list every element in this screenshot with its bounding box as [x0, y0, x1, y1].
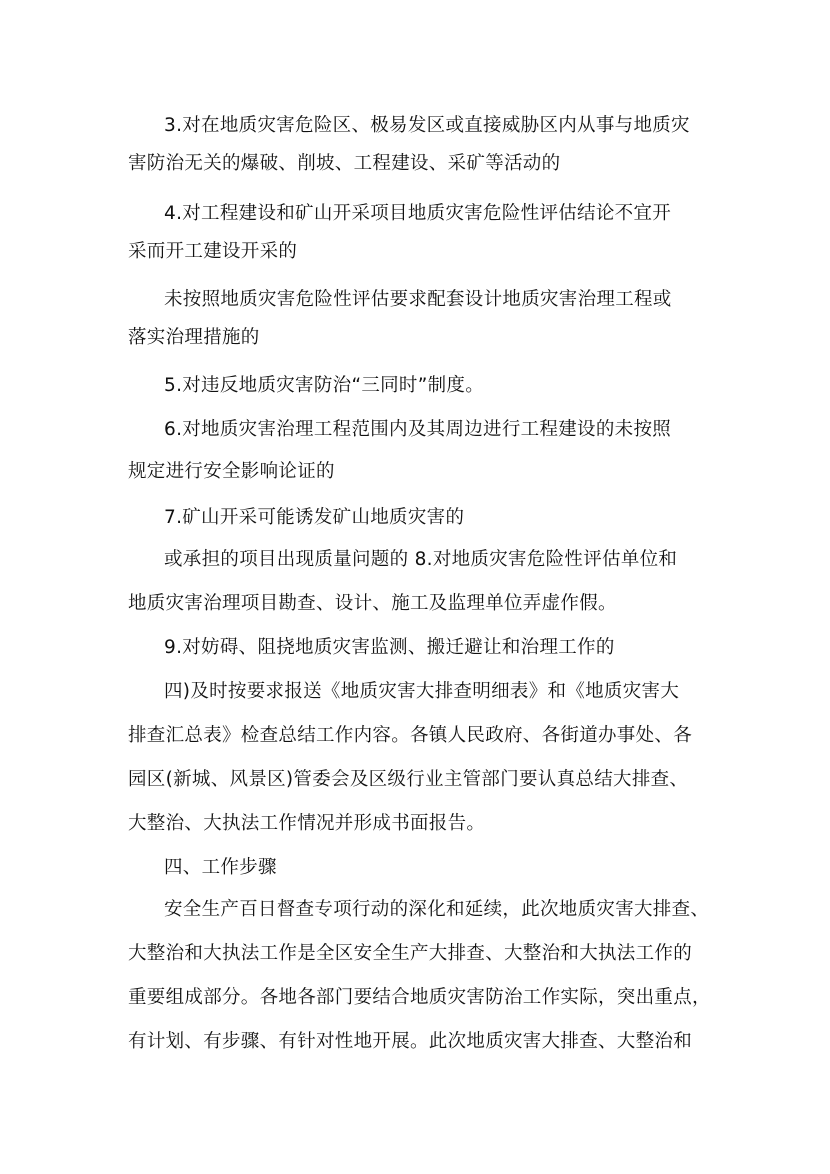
paragraph-line: 排查汇总表》检查总结工作内容。各镇人民政府、各街道办事处、各 [128, 725, 693, 746]
paragraph-line: 有计划、有步骤、有针对性地开展。此次地质灾害大排查、大整治和 [128, 1031, 693, 1052]
paragraph-line: 采而开工建设开采的 [128, 241, 298, 262]
paragraph-line: 规定进行安全影响论证的 [128, 461, 335, 482]
paragraph-line: 四)及时按要求报送《地质灾害大排查明细表》和《地质灾害大 [164, 681, 680, 702]
paragraph-line: 6.对地质灾害治理工程范围内及其周边进行工程建设的未按照 [164, 419, 672, 440]
paragraph-line: 未按照地质灾害危险性评估要求配套设计地质灾害治理工程或 [164, 289, 672, 310]
paragraph-line: 地质灾害治理项目勘查、设计、施工及监理单位弄虚作假。 [128, 593, 617, 614]
paragraph-line: 4.对工程建设和矿山开采项目地质灾害危险性评估结论不宜开 [164, 203, 672, 224]
paragraph-line: 安全生产百日督查专项行动的深化和延续，此次地质灾害大排查、 [164, 899, 710, 920]
paragraph-line: 重要组成部分。各地各部门要结合地质灾害防治工作实际，突出重点， [128, 987, 711, 1008]
paragraph-line: 大整治、大执法工作情况并形成书面报告。 [128, 813, 486, 834]
paragraph-line: 7.矿山开采可能诱发矿山地质灾害的 [164, 507, 465, 528]
paragraph-line: 落实治理措施的 [128, 327, 260, 348]
paragraph-line: 9.对妨碍、阻挠地质灾害监测、搬迁避让和治理工作的 [164, 637, 615, 658]
section-heading: 四、工作步骤 [164, 857, 277, 878]
paragraph-line: 害防治无关的爆破、削坡、工程建设、采矿等活动的 [128, 153, 561, 174]
paragraph-line: 3.对在地质灾害危险区、极易发区或直接威胁区内从事与地质灾 [164, 115, 690, 136]
paragraph-line: 5.对违反地质灾害防治“三同时”制度。 [164, 375, 485, 396]
paragraph-line: 园区(新城、风景区)管委会及区级行业主管部门要认真总结大排查、 [128, 769, 689, 790]
paragraph-line: 大整治和大执法工作是全区安全生产大排查、大整治和大执法工作的 [128, 943, 693, 964]
paragraph-line: 或承担的项目出现质量问题的 8.对地质灾害危险性评估单位和 [164, 549, 678, 570]
